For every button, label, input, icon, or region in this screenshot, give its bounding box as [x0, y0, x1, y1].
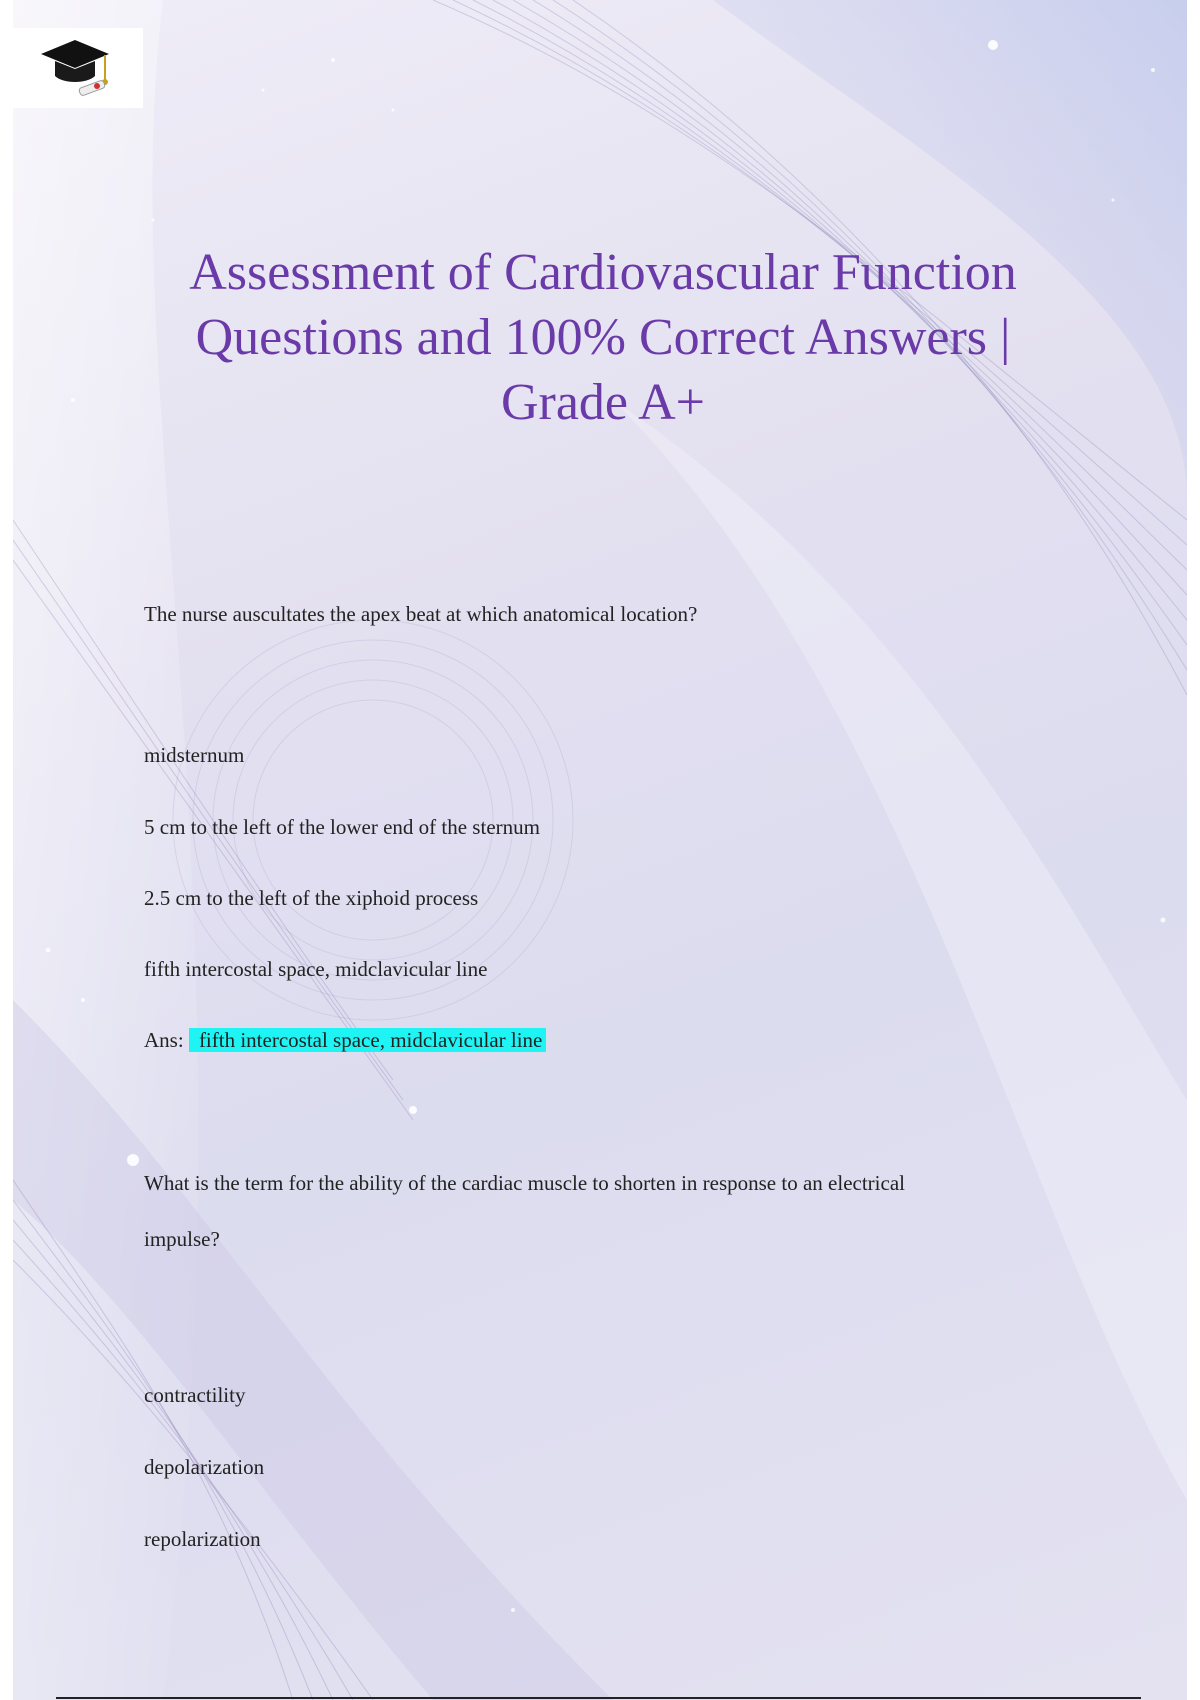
graduation-cap-icon	[35, 36, 115, 100]
logo	[13, 28, 143, 108]
document-page	[13, 0, 1187, 1700]
answer-option: 5 cm to the left of the lower end of the sternum	[144, 815, 540, 839]
page-title	[123, 240, 1083, 435]
answer-option: depolarization	[144, 1455, 265, 1479]
question-prompt: What is the term for the ability of the cardiac muscle to shorten in response to an electrical	[144, 1171, 905, 1195]
answer-option: 2.5 cm to the left of the xiphoid process	[144, 886, 479, 910]
title-line: Assessment of Cardiovascular Function	[189, 244, 1017, 301]
answer-option: fifth intercostal space, midclavicular line	[144, 957, 488, 981]
answer-option: contractility	[144, 1383, 246, 1407]
question-prompt: impulse?	[144, 1227, 220, 1251]
question-prompt: The nurse auscultates the apex beat at which anatomical location?	[144, 602, 698, 626]
correct-answer: fifth intercostal space, midclavicular line	[189, 1028, 546, 1052]
answer-option: repolarization	[144, 1527, 261, 1551]
title-line: Grade A+	[500, 374, 706, 431]
answer-option: midsternum	[144, 743, 245, 767]
answer-label: Ans:	[144, 1028, 184, 1052]
answer-line	[144, 1026, 546, 1054]
page-divider	[56, 1697, 1141, 1699]
title-line: Questions and 100% Correct Answers |	[195, 309, 1011, 366]
